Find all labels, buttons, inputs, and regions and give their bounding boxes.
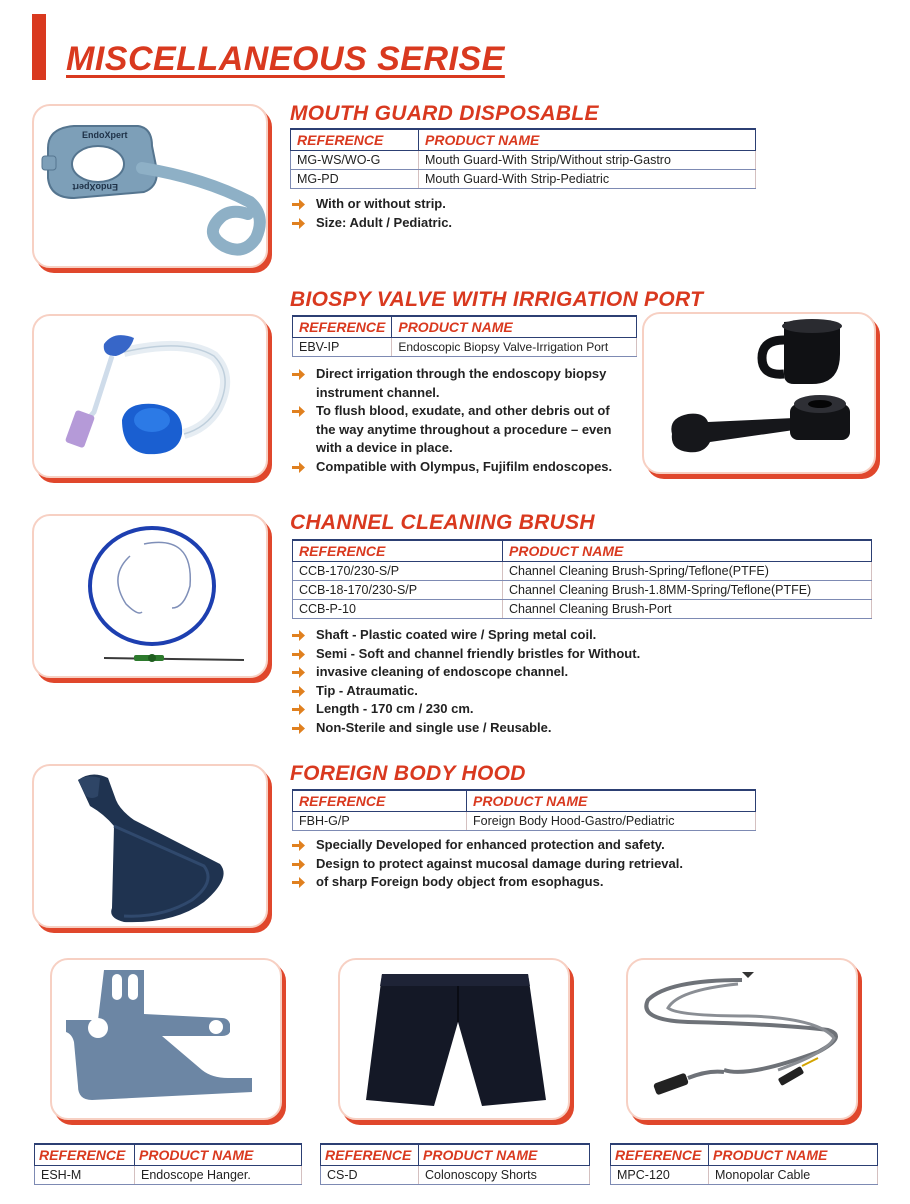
table-cell-reference: MPC-120 (611, 1166, 709, 1185)
arrow-bullet-icon (292, 840, 305, 851)
foreign-hood-image-card (32, 764, 268, 928)
table-header-reference: REFERENCE (35, 1144, 135, 1166)
table-header-row (291, 129, 756, 151)
table-header-reference: REFERENCE (293, 790, 467, 812)
list-item: with a device in place. (316, 440, 453, 455)
arrow-bullet-icon (292, 859, 305, 870)
section-title-foreign-hood: FOREIGN BODY HOOD (290, 762, 526, 785)
list-item: Length - 170 cm / 230 cm. (290, 700, 810, 719)
arrow-bullet-icon (292, 462, 305, 473)
table-row (293, 581, 872, 600)
list-item: invasive cleaning of endoscope channel. (290, 663, 810, 682)
table-header-row (35, 1144, 302, 1166)
table-header-row (293, 790, 756, 812)
list-item: Size: Adult / Pediatric. (290, 214, 750, 233)
table-header-product: PRODUCT NAME (392, 316, 637, 338)
table-cell-product: Mouth Guard-With Strip/Without strip-Gastro (419, 151, 756, 170)
list-item: instrument channel. (316, 384, 440, 400)
table-cell-product: Mouth Guard-With Strip-Pediatric (419, 170, 756, 189)
list-item: With or without strip. (290, 195, 750, 214)
arrow-bullet-icon (292, 218, 305, 229)
table-cell-reference: CCB-P-10 (293, 600, 503, 619)
list-item: Non-Sterile and single use / Reusable. (290, 719, 810, 738)
list-item: Semi - Soft and channel friendly bristles for Without. (290, 645, 810, 664)
table-cell-reference: CCB-170/230-S/P (293, 562, 503, 581)
list-item: Shaft - Plastic coated wire / Spring metal coil. (290, 626, 810, 645)
mouth-guard-image-card (32, 104, 268, 268)
cleaning-brush-features (290, 626, 810, 737)
cleaning-brush-image-card (32, 514, 268, 678)
table-header-row (611, 1144, 878, 1166)
foreign-hood-image (34, 766, 268, 928)
table-cell-reference: ESH-M (35, 1166, 135, 1185)
cable-table (610, 1143, 878, 1185)
arrow-bullet-icon (292, 369, 305, 380)
table-row (293, 812, 756, 831)
hanger-image-card (50, 958, 282, 1120)
table-header-reference: REFERENCE (611, 1144, 709, 1166)
table-header-row (293, 316, 637, 338)
arrow-bullet-icon (292, 406, 305, 417)
shorts-image-card (338, 958, 570, 1120)
table-header-reference: REFERENCE (293, 540, 503, 562)
table-header-product: PRODUCT NAME (467, 790, 756, 812)
biopsy-valve-cap-image-card (642, 312, 876, 474)
table-cell-product: Channel Cleaning Brush-1.8MM-Spring/Teflone(PTFE) (503, 581, 872, 600)
biopsy-valve-features (290, 365, 640, 476)
table-row (293, 338, 637, 357)
foreign-hood-features (290, 836, 810, 892)
table-header-product: PRODUCT NAME (419, 1144, 590, 1166)
shorts-table (320, 1143, 590, 1185)
table-cell-product: Monopolar Cable (709, 1166, 878, 1185)
list-item: Compatible with Olympus, Fujifilm endoscopes. (290, 458, 640, 477)
table-header-product: PRODUCT NAME (503, 540, 872, 562)
mouth-guard-logo-text: EndoXpert (82, 130, 128, 140)
table-cell-product: Channel Cleaning Brush-Spring/Teflone(PTFE) (503, 562, 872, 581)
page-title: MISCELLANEOUS SERISE (66, 40, 505, 78)
list-item: Tip - Atraumatic. (290, 682, 810, 701)
table-header-row (321, 1144, 590, 1166)
table-row (35, 1166, 302, 1185)
table-row (293, 562, 872, 581)
foreign-hood-table (292, 789, 756, 831)
table-row (321, 1166, 590, 1185)
mouth-guard-image (34, 106, 268, 268)
table-row (611, 1166, 878, 1185)
table-header-reference: REFERENCE (293, 316, 392, 338)
arrow-bullet-icon (292, 630, 305, 641)
arrow-bullet-icon (292, 704, 305, 715)
mouth-guard-table (290, 128, 756, 189)
table-cell-product: Endoscopic Biopsy Valve-Irrigation Port (392, 338, 637, 357)
table-header-product: PRODUCT NAME (709, 1144, 878, 1166)
title-accent-bar (32, 14, 46, 80)
biopsy-valve-image (34, 316, 268, 478)
biopsy-valve-table (292, 315, 637, 357)
arrow-bullet-icon (292, 723, 305, 734)
list-item: the way anytime throughout a procedure – even (316, 421, 612, 437)
list-item: Design to protect against mucosal damage during retrieval. (290, 855, 810, 874)
table-row (293, 600, 872, 619)
table-cell-reference: CCB-18-170/230-S/P (293, 581, 503, 600)
table-row (291, 170, 756, 189)
table-cell-reference: CS-D (321, 1166, 419, 1185)
cleaning-brush-table (292, 539, 872, 619)
biopsy-valve-image-card (32, 314, 268, 478)
arrow-bullet-icon (292, 649, 305, 660)
table-header-product: PRODUCT NAME (135, 1144, 302, 1166)
cleaning-brush-image (34, 516, 268, 678)
table-cell-product: Colonoscopy Shorts (419, 1166, 590, 1185)
list-item: Direct irrigation through the endoscopy biopsy (290, 365, 640, 384)
table-header-row (293, 540, 872, 562)
table-cell-product: Channel Cleaning Brush-Port (503, 600, 872, 619)
table-cell-product: Foreign Body Hood-Gastro/Pediatric (467, 812, 756, 831)
table-cell-reference: FBH-G/P (293, 812, 467, 831)
arrow-bullet-icon (292, 667, 305, 678)
list-item: To flush blood, exudate, and other debris out of (290, 402, 640, 421)
table-header-reference: REFERENCE (291, 129, 419, 151)
arrow-bullet-icon (292, 877, 305, 888)
table-row (291, 151, 756, 170)
table-cell-reference: MG-WS/WO-G (291, 151, 419, 170)
hanger-table (34, 1143, 302, 1185)
cable-image-card (626, 958, 858, 1120)
mouth-guard-logo-text-flipped: EndoXpert (72, 182, 118, 192)
arrow-bullet-icon (292, 199, 305, 210)
table-cell-reference: EBV-IP (293, 338, 392, 357)
section-title-biopsy-valve: BIOSPY VALVE WITH IRRIGATION PORT (290, 288, 704, 311)
cable-image (628, 960, 858, 1120)
list-item: of sharp Foreign body object from esophagus. (290, 873, 810, 892)
section-title-mouth-guard: MOUTH GUARD DISPOSABLE (290, 102, 599, 125)
table-cell-reference: MG-PD (291, 170, 419, 189)
table-cell-product: Endoscope Hanger. (135, 1166, 302, 1185)
list-item: Specially Developed for enhanced protection and safety. (290, 836, 810, 855)
shorts-image (340, 960, 570, 1120)
table-header-product: PRODUCT NAME (419, 129, 756, 151)
arrow-bullet-icon (292, 686, 305, 697)
hanger-image (52, 960, 282, 1120)
biopsy-valve-cap-image (644, 314, 876, 474)
section-title-cleaning-brush: CHANNEL CLEANING BRUSH (290, 511, 595, 534)
mouth-guard-features (290, 195, 750, 232)
table-header-reference: REFERENCE (321, 1144, 419, 1166)
